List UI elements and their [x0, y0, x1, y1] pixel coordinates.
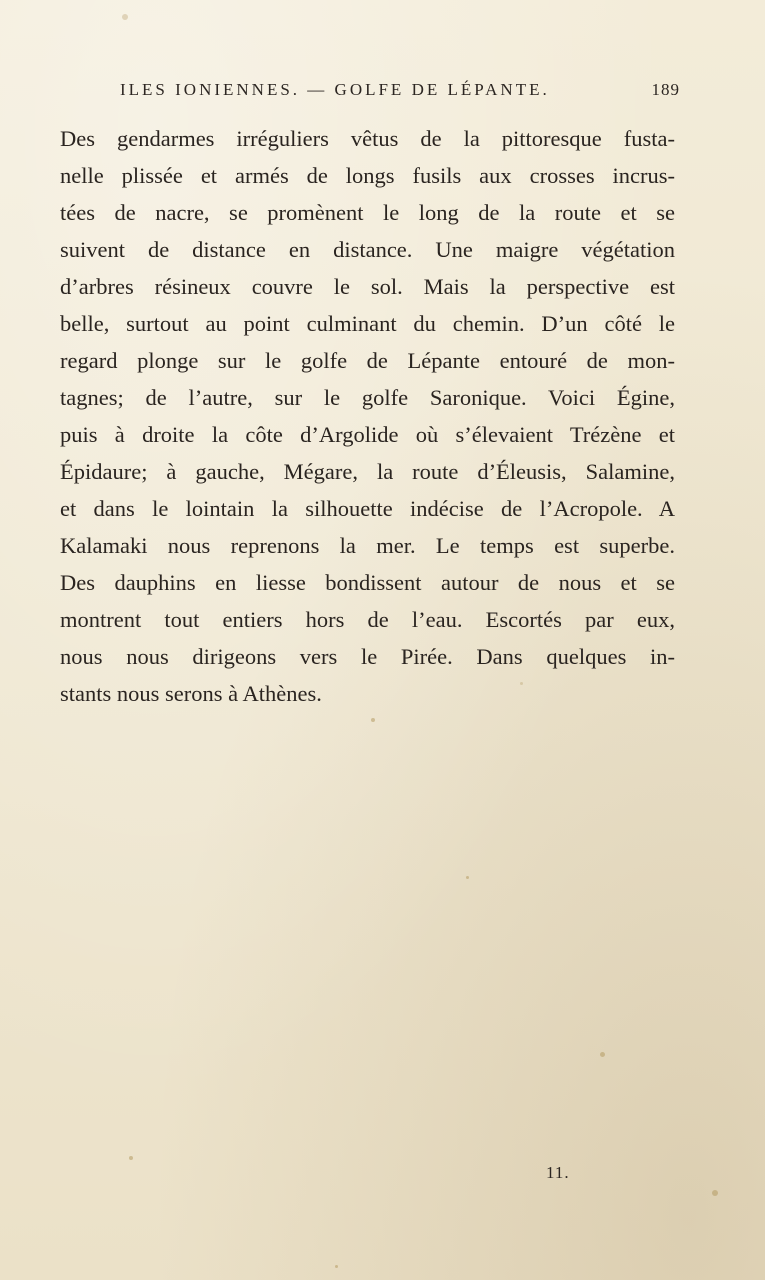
paper-speck	[600, 1052, 605, 1057]
paper-speck	[520, 682, 523, 685]
text-line: nelle plissée et armés de longs fusils aux crosses incrus-	[60, 163, 675, 188]
running-head	[120, 80, 680, 104]
body-paragraph	[60, 120, 675, 712]
text-line: nous nous dirigeons vers le Pirée. Dans quelques in-	[60, 644, 675, 669]
text-line: tagnes; de l’autre, sur le golfe Saronique. Voici Égine,	[60, 385, 675, 410]
text-line: suivent de distance en distance. Une maigre végétation	[60, 237, 675, 262]
text-line: d’arbres résineux couvre le sol. Mais la perspective est	[60, 274, 675, 299]
paper-speck	[466, 876, 469, 879]
text-line: tées de nacre, se promènent le long de la route et se	[60, 200, 675, 225]
running-head-title: ILES IONIENNES. — GOLFE DE LÉPANTE.	[120, 80, 550, 99]
text-line: et dans le lointain la silhouette indécise de l’Acropole. A	[60, 496, 675, 521]
paper-speck	[122, 14, 128, 20]
paper-speck	[712, 1190, 718, 1196]
text-line: Des gendarmes irréguliers vêtus de la pittoresque fusta-	[60, 126, 675, 151]
text-line: stants nous serons à Athènes.	[60, 681, 322, 706]
page-number: 189	[651, 80, 680, 99]
text-line: montrent tout entiers hors de l’eau. Escortés par eux,	[60, 607, 675, 632]
paper-speck	[335, 1265, 338, 1268]
text-line: belle, surtout au point culminant du chemin. D’un côté le	[60, 311, 675, 336]
text-line: puis à droite la côte d’Argolide où s’élevaient Trézène et	[60, 422, 675, 447]
paper-speck	[129, 1156, 133, 1160]
text-line: regard plonge sur le golfe de Lépante entouré de mon-	[60, 348, 675, 373]
paper-speck	[371, 718, 375, 722]
text-line: Kalamaki nous reprenons la mer. Le temps est superbe.	[60, 533, 675, 558]
text-line: Épidaure; à gauche, Mégare, la route d’Éleusis, Salamine,	[60, 459, 675, 484]
signature-mark: 11.	[546, 1163, 570, 1182]
text-line: Des dauphins en liesse bondissent autour de nous et se	[60, 570, 675, 595]
